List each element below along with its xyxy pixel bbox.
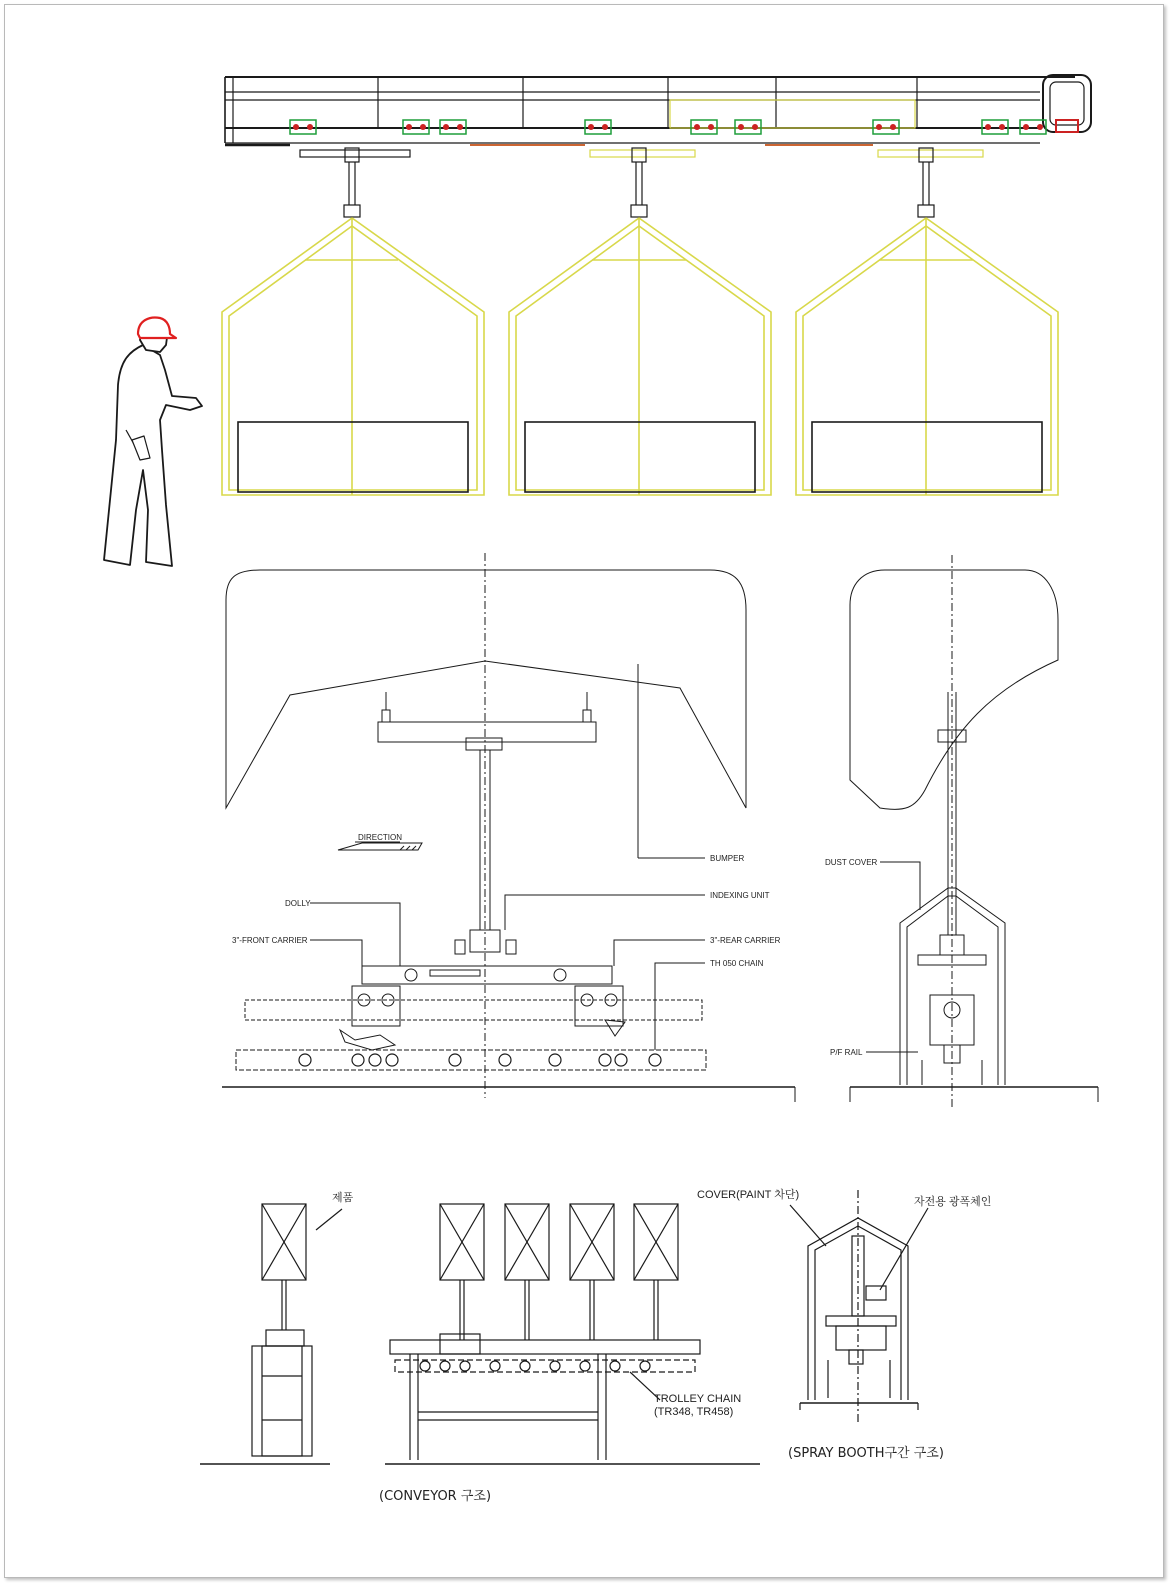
conveyor-structure-labels — [332, 1190, 741, 1504]
overhead-conveyor-section — [225, 75, 1091, 217]
indexing-unit-label: INDEXING UNIT — [710, 891, 770, 900]
spray-booth-labels — [697, 1187, 991, 1461]
product-label: 제품 — [332, 1192, 354, 1204]
side-view-section — [222, 553, 795, 1102]
helmet-icon — [138, 318, 176, 338]
trolley-chain-label: TROLLEY CHAIN — [654, 1393, 742, 1405]
direction-label: DIRECTION — [358, 833, 402, 842]
hanger-frame-2 — [509, 218, 771, 495]
hanger-frame-3 — [796, 218, 1058, 495]
spray-booth-section — [790, 1190, 928, 1425]
trolley-chain-models-label: (TR348, TR458) — [654, 1406, 734, 1418]
conveyor-structure-section — [200, 1204, 760, 1464]
bumper-label: BUMPER — [710, 854, 745, 863]
pf-rail-label: P/F RAIL — [830, 1048, 863, 1057]
end-view-section — [850, 555, 1098, 1108]
front-carrier-label: 3"-FRONT CARRIER — [232, 936, 308, 945]
direction-arrow-icon — [338, 842, 422, 850]
th-chain-label: TH 050 CHAIN — [710, 959, 764, 968]
conveyor-caption: (CONVEYOR 구조) — [379, 1489, 492, 1504]
end-view-labels — [825, 858, 878, 1057]
hanger-frame-1 — [222, 218, 484, 495]
worker-figure-icon — [104, 318, 202, 566]
cover-paint-label: COVER(PAINT 차단) — [697, 1189, 800, 1201]
dust-cover-label: DUST COVER — [825, 858, 878, 867]
rear-carrier-label: 3"-REAR CARRIER — [710, 936, 781, 945]
spray-booth-caption: (SPRAY BOOTH구간 구조) — [788, 1446, 944, 1461]
chain-korean-label: 자전용 광폭체인 — [914, 1196, 992, 1208]
dolly-label: DOLLY — [285, 899, 311, 908]
hanger-frames — [222, 218, 1058, 495]
